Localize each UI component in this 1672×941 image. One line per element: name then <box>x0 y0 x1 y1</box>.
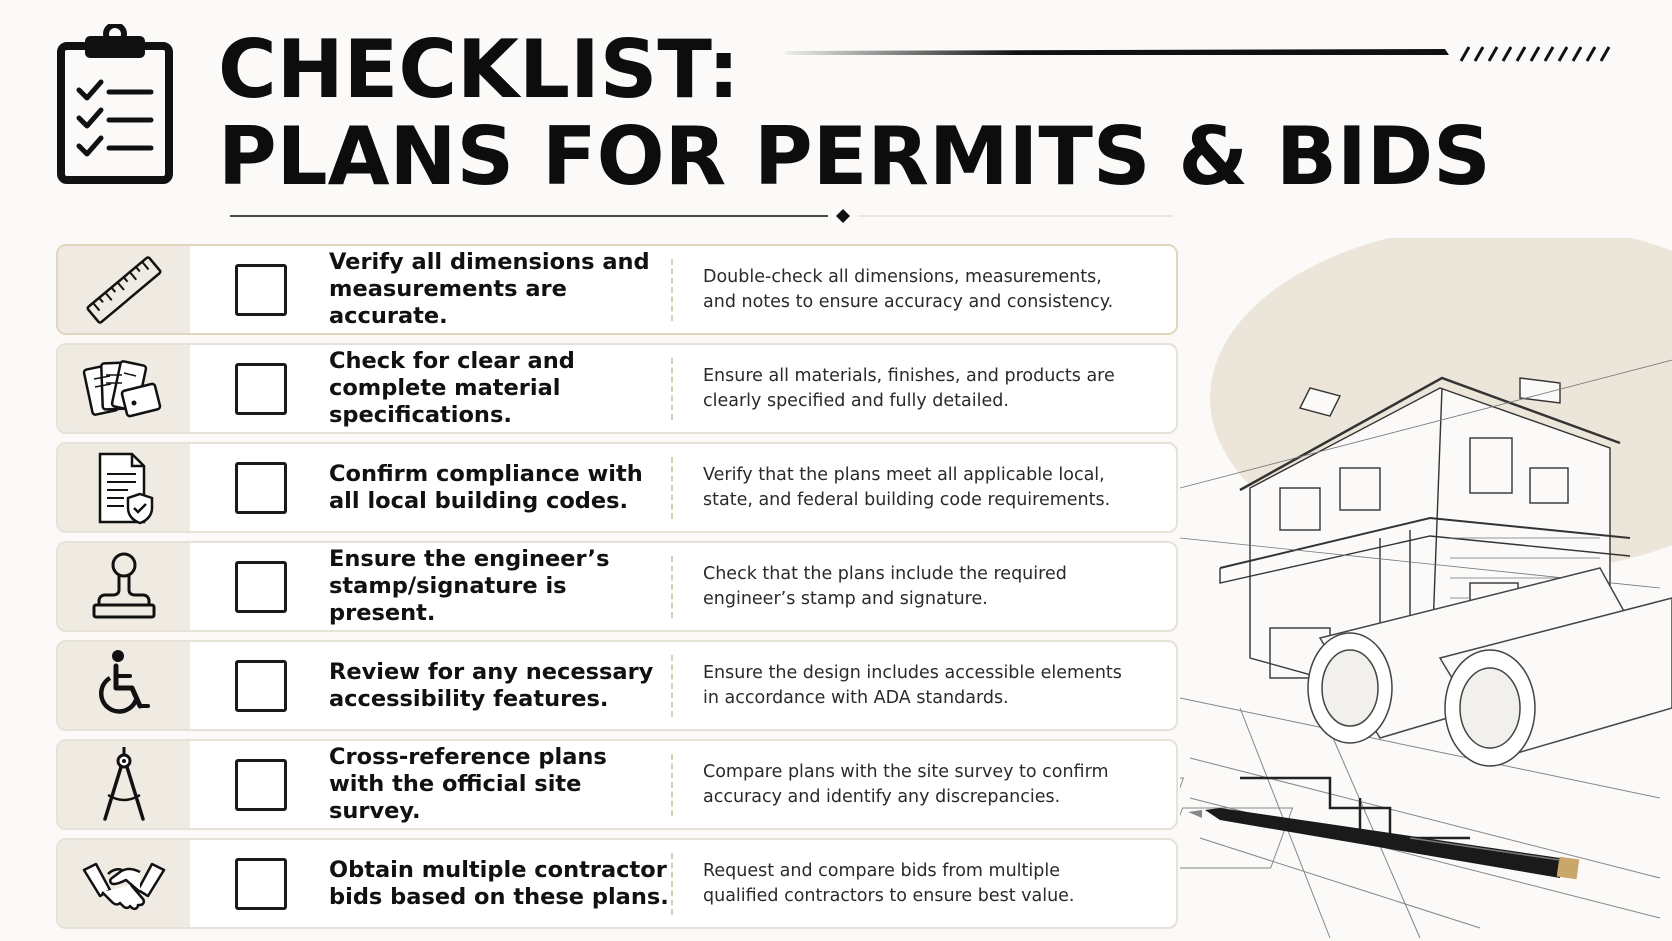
row-divider <box>671 457 673 519</box>
stamp-icon <box>80 547 168 627</box>
item-title: Obtain multiple contractor bids based on these plans. <box>329 856 669 910</box>
title-underline <box>228 208 1178 224</box>
row-divider <box>671 655 673 717</box>
document-shield-icon <box>80 448 168 528</box>
item-title: Verify all dimensions and measurements are accurate. <box>329 249 650 329</box>
item-title: Cross-reference plans with the official site survey. <box>329 744 607 824</box>
checklist-row <box>56 244 1178 335</box>
handshake-icon <box>80 844 168 924</box>
item-title: Ensure the engineer’s stamp/signature is present. <box>329 546 610 626</box>
item-description: Check that the plans include the required engineer’s stamp and signature. <box>703 563 1067 609</box>
item-description: Ensure the design includes accessible elements in accordance with ADA standards. <box>703 662 1122 708</box>
title-line-2: PLANS FOR PERMITS & BIDS <box>218 110 1491 203</box>
material-swatches-icon <box>80 349 168 429</box>
accessibility-icon <box>80 646 168 726</box>
checklist-row <box>56 739 1178 830</box>
row-checkbox[interactable] <box>235 363 287 415</box>
row-checkbox[interactable] <box>235 561 287 613</box>
item-title: Review for any necessary accessibility features. <box>329 658 654 712</box>
item-title: Check for clear and complete material specifications. <box>329 348 575 428</box>
row-checkbox[interactable] <box>235 759 287 811</box>
row-checkbox[interactable] <box>235 660 287 712</box>
ruler-icon <box>80 250 168 330</box>
item-description: Compare plans with the site survey to confirm accuracy and identify any discrepancies. <box>703 761 1109 807</box>
row-divider <box>671 556 673 618</box>
row-divider <box>671 853 673 915</box>
row-icon-cell <box>58 642 190 729</box>
item-description: Request and compare bids from multiple qualified contractors to ensure best value. <box>703 860 1075 906</box>
row-checkbox[interactable] <box>235 462 287 514</box>
clipboard-checklist-icon <box>55 24 175 186</box>
header-decorative-rule <box>785 44 1625 64</box>
title-line-1: CHECKLIST: <box>218 23 740 116</box>
checklist-row <box>56 541 1178 632</box>
row-checkbox[interactable] <box>235 858 287 910</box>
item-description: Double-check all dimensions, measurements, and notes to ensure accuracy and consistency. <box>703 266 1114 312</box>
item-title: Confirm compliance with all local building codes. <box>329 460 643 514</box>
checklist <box>56 244 1178 937</box>
row-divider <box>671 754 673 816</box>
checklist-row <box>56 442 1178 533</box>
row-divider <box>671 358 673 420</box>
checklist-row <box>56 838 1178 929</box>
row-icon-cell <box>58 741 190 828</box>
item-description: Ensure all materials, finishes, and products are clearly specified and fully detailed. <box>703 365 1115 411</box>
row-icon-cell <box>58 246 190 333</box>
house-blueprint-illustration <box>1180 238 1672 941</box>
item-description: Verify that the plans meet all applicable local, state, and federal building code requirements. <box>703 464 1111 510</box>
row-icon-cell <box>58 444 190 531</box>
checklist-row <box>56 343 1178 434</box>
row-divider <box>671 259 673 321</box>
row-checkbox[interactable] <box>235 264 287 316</box>
checklist-row <box>56 640 1178 731</box>
drafting-compass-icon <box>80 745 168 825</box>
row-icon-cell <box>58 345 190 432</box>
row-icon-cell <box>58 543 190 630</box>
row-icon-cell <box>58 840 190 927</box>
